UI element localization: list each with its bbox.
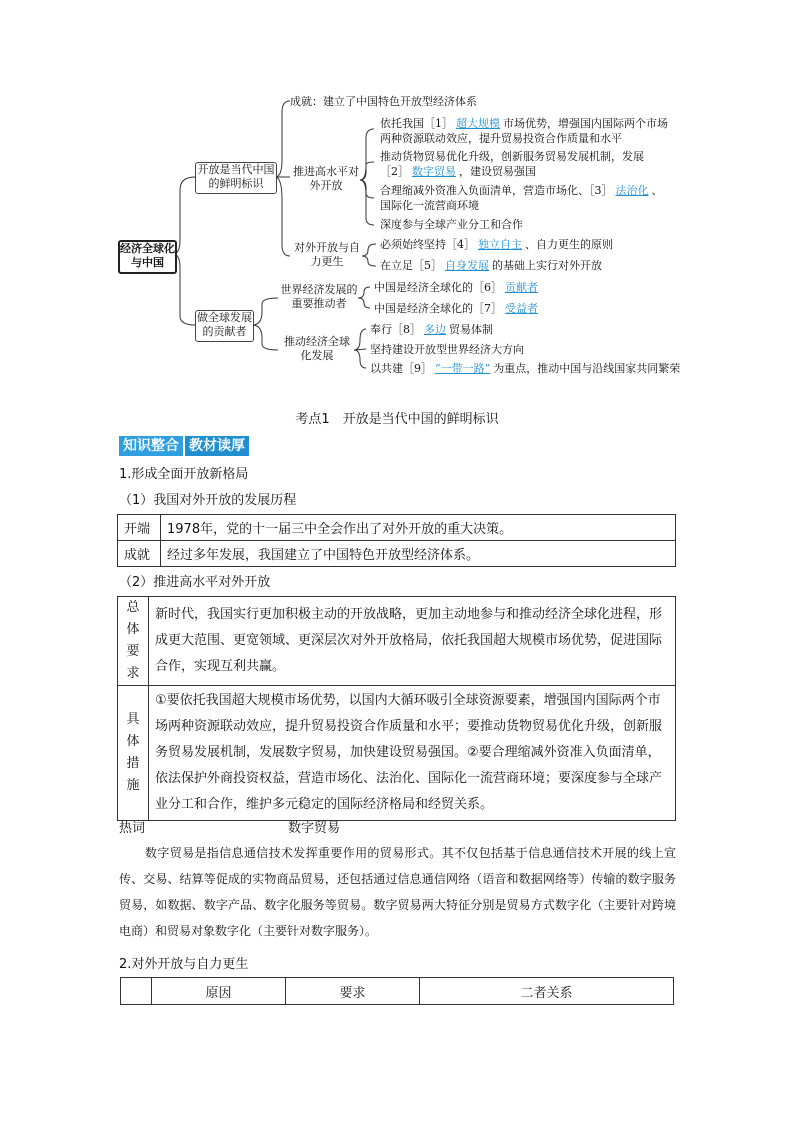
table-row	[118, 597, 676, 686]
push-item-1-text: 奉行［8］	[370, 323, 421, 336]
self-item-1-text-b: 、自力更生的原则	[525, 238, 613, 251]
driver-item-2-text: 中国是经济全球化的［7］	[374, 302, 502, 315]
promote-item-2-text-c: ，建设贸易强国	[459, 165, 536, 178]
self-item-2	[380, 258, 602, 273]
promote-item-2-text-b: ［2］	[380, 165, 409, 178]
section-tags	[119, 435, 249, 456]
mindmap-self-reliance	[292, 241, 362, 271]
table-header-reason: 原因	[152, 978, 286, 1005]
promote-label: 推进高水平对外开放	[293, 165, 359, 192]
blank-3-answer: 法治化	[615, 184, 649, 197]
table-cell-text: 新时代，我国实行更加积极主动的开放战略，更加主动地参与和推动经济全球化进程，形成更大范围、更宽领域、更深层次对外开放格局，依托我国超大规模市场优势，促进国际合作，实现互利共赢。	[149, 597, 676, 686]
blank-1-answer: 超大规模	[456, 117, 500, 130]
blank-6-answer: 贡献者	[505, 281, 538, 294]
tag-knowledge: 知识整合	[119, 436, 183, 456]
push-label: 推动经济全球化发展	[284, 335, 350, 362]
table-cell-text: 经过多年发展，我国建立了中国特色开放型经济体系。	[161, 541, 676, 567]
heading-1-sub1: （1）我国对外开放的发展历程	[119, 493, 297, 508]
hot-word-explanation: 数字贸易是指信息通信技术发挥重要作用的贸易形式。其不仅包括基于信息通信技术开展的线上宣传、交易、结算等促成的实物商品贸易，还包括通过信息通信网络（语音和数据网络等）传输的数字服务贸易，如数据、数字产品、数字化服务等贸易。数字贸易两大特征分别是贸易方式数字化（主要针对跨境电商）和贸易对象数字化（主要针对数字服务）。	[119, 846, 676, 938]
promote-item-3-text-c: 国际化一流营商环境	[380, 199, 479, 212]
self-reliance-label: 对外开放与自力更生	[294, 241, 360, 268]
mindmap-branch-contributor	[195, 310, 254, 342]
table-opening-self-reliance	[120, 977, 674, 1005]
self-item-1	[380, 237, 613, 252]
heading-1-sub2: （2）推进高水平对外开放	[119, 575, 271, 590]
mindmap-branch-open	[195, 162, 277, 194]
table-high-level-opening	[117, 596, 676, 821]
blank-7-answer: 受益者	[505, 302, 538, 315]
table-row	[118, 541, 676, 567]
table-header-requirement: 要求	[285, 978, 419, 1005]
blank-4-answer: 独立自主	[478, 238, 522, 251]
promote-item-3-text: 合理缩减外资准入负面清单，营造市场化、［3］	[380, 184, 613, 197]
driver-item-1-text: 中国是经济全球化的［6］	[374, 281, 502, 294]
promote-item-1	[380, 116, 668, 146]
table-cell-text: ①要依托我国超大规模市场优势，以国内大循环吸引全球资源要素，增强国内国际两个市场两种资源联动效应，提升贸易投资合作质量和水平；要推动货物贸易优化升级，创新服务贸易发展机制，发展数字贸易，加快建设贸易强国。②要合理缩减外资准入负面清单，依法保护外商投资权益，营造市场化、法治化、国际化一流营商环境；要深度参与全球产业分工和合作，维护多元稳定的国际经济格局和经贸关系。	[149, 686, 676, 821]
heading-1: 1.形成全面开放新格局	[119, 467, 249, 482]
blank-8-answer: 多边	[424, 323, 446, 336]
push-item-3-text: 以共建［9］	[370, 362, 432, 375]
table-cell-text: 1978年，党的十一届三中全会作出了对外开放的重大决策。	[161, 515, 676, 541]
mindmap-driver	[280, 283, 358, 313]
promote-item-2-text: 推动货物贸易优化升级，创新服务贸易发展机制，发展	[380, 150, 644, 163]
self-item-2-text: 在立足［5］	[380, 259, 442, 272]
driver-item-1	[374, 280, 541, 295]
promote-item-3	[380, 183, 663, 213]
promote-item-1-text: 依托我国［1］	[380, 117, 453, 130]
mindmap-achievement: 成就：建立了中国特色开放型经济体系	[290, 95, 477, 108]
promote-item-2	[380, 149, 644, 179]
table-cell-label: 成就	[118, 541, 161, 567]
table-cell-label: 总体要求	[118, 597, 149, 686]
push-item-3-text-b: 为重点，推动中国与沿线国家共同繁荣	[493, 362, 681, 375]
hot-word-label: 热词	[119, 821, 146, 836]
blank-2-answer: 数字贸易	[412, 165, 456, 178]
promote-item-1-text-c: 两种资源联动效应，提升贸易投资合作质量和水平	[380, 132, 622, 145]
table-row	[118, 686, 676, 821]
mindmap-root	[118, 240, 177, 274]
driver-label: 世界经济发展的重要推动者	[280, 283, 358, 310]
mindmap-push	[280, 335, 354, 365]
mindmap-root-label: 经济全球化与中国	[120, 242, 175, 269]
blank-5-answer: 自身发展	[445, 259, 489, 272]
tag-textbook: 教材读厚	[185, 436, 249, 456]
promote-item-1-text-b: 市场优势，增强国内国际两个市场	[503, 117, 668, 130]
table-cell-label: 具体措施	[118, 686, 149, 821]
table-history	[117, 514, 676, 567]
table-header-empty	[121, 978, 152, 1005]
kaodian-title: 考点1 开放是当代中国的鲜明标识	[295, 412, 499, 427]
push-item-1-text-b: 贸易体制	[449, 323, 493, 336]
hot-word-term: 数字贸易	[288, 821, 341, 836]
push-item-2: 坚持建设开放型世界经济大方向	[370, 343, 524, 356]
table-header-row	[121, 978, 674, 1005]
push-item-1	[370, 322, 493, 337]
branch-contributor-label: 做全球发展的贡献者	[197, 311, 252, 338]
promote-item-4: 深度参与全球产业分工和合作	[380, 218, 523, 231]
push-item-3	[370, 361, 680, 376]
table-row	[118, 515, 676, 541]
self-item-1-text: 必须始终坚持［4］	[380, 238, 475, 251]
blank-9-answer: “一带一路”	[435, 362, 491, 375]
driver-item-2	[374, 301, 541, 316]
table-cell-label: 开端	[118, 515, 161, 541]
branch-open-label: 开放是当代中国的鲜明标识	[197, 163, 275, 190]
mindmap-promote	[292, 165, 360, 195]
self-item-2-text-b: 的基础上实行对外开放	[492, 259, 602, 272]
promote-item-3-text-b: 、	[651, 184, 663, 197]
heading-2: 2.对外开放与自力更生	[119, 957, 249, 972]
table-header-relation: 二者关系	[419, 978, 673, 1005]
